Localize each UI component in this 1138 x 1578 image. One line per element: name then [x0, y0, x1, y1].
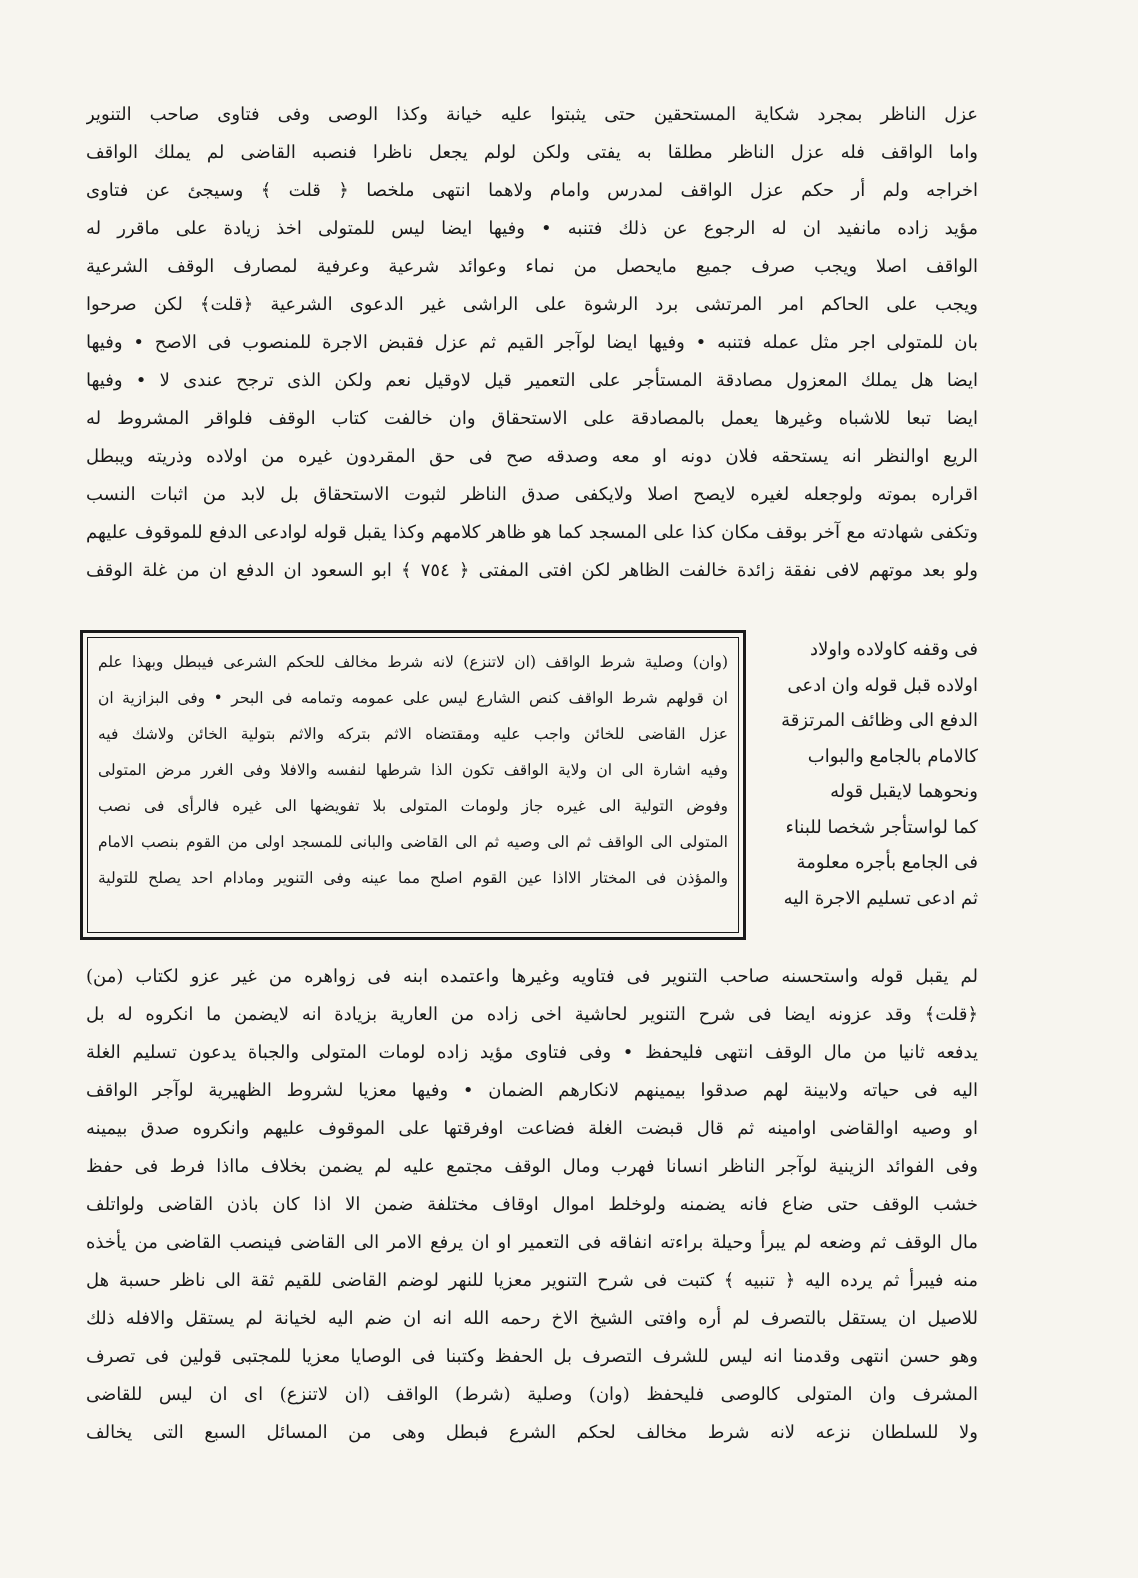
text-line: اخراجه ولم أر حكم عزل الواقف لمدرس وامام ولاهما انتهى ملخصا ﴿ قلت ﴾ وسيجئ عن فتاوى	[86, 180, 978, 201]
text-line: ولو بعد موتهم لافى نفقة زائدة خالفت الظاهر لكن افتى المفتى ﴿ ٧٥٤ ﴾ ابو السعود ان الدفع ان من غلة الوقف	[86, 560, 978, 581]
text-line: اقراره بموته ولوجعله لغيره لايصح اصلا ولايكفى صدق الناظر لثبوت الاستحقاق بل لابد من اثبات النسب	[86, 484, 978, 505]
side-text-line: كما لواستأجر شخصا للبناء	[785, 816, 978, 838]
text-line: لم يقبل قوله واستحسنه صاحب التنوير فى فتاويه وغيرها واعتمده ابنه فى زواهره من غير عزو لكتاب (من)	[86, 966, 978, 987]
gloss-frame	[80, 630, 746, 940]
side-text-line: فى الجامع بأجره معلومة	[796, 852, 978, 873]
gloss-line: والمؤذن فى المختار الااذا عين القوم اصلح مما عينه وفى التنوير ومادام احد يصلح للتولية	[98, 869, 728, 887]
gloss-line: عزل القاضى للخائن واجب عليه ومقتضاه الاثم بتركه والاثم بتولية الخائن ولاشك فيه	[98, 725, 728, 743]
text-line: واما الواقف فله عزل الناظر مطلقا به يفتى ولكن لولم يجعل ناظرا فنصبه القاضى لم يملك الواقف	[86, 142, 978, 163]
gloss-line: (وان) وصلية شرط الواقف (ان لاتنزع) لانه شرط مخالف للحكم الشرعى فيبطل وبهذا علم	[98, 653, 728, 671]
text-line: يدفعه ثانيا من مال الوقف انتهى فليحفظ • وفى فتاوى مؤيد زاده لومات المتولى والجباة يدعون تسليم الغلة	[86, 1042, 978, 1063]
gloss-line: وفيه اشارة الى ان ولاية الواقف تكون الذا شرطها لنفسه والافلا وفى الغرر مرض المتولى	[98, 761, 728, 779]
text-line: المشرف وان المتولى كالوصى فليحفظ (وان) وصلية (شرط) الواقف (ان لاتنزع) اى ان ليس للقاضى	[86, 1384, 978, 1405]
side-text-line: اولاده قبل قوله وان ادعى	[787, 674, 978, 696]
text-line: بان للمتولى اجر مثل عمله فتنبه • وفيها ايضا لوآجر القيم ثم عزل فقبض الاجرة للمنصوب فى الاصح • وفيها	[86, 332, 978, 353]
side-text-line: الدفع الى وظائف المرتزقة	[781, 710, 978, 731]
text-line: وفى الفوائد الزينية لوآجر الناظر انسانا فهرب ومال الوقف مجتمع عليه لم يضمن بخلاف مااذا فرط فى حفظ	[86, 1156, 978, 1177]
gloss-text	[87, 637, 739, 933]
text-line: اليه فى حياته ولابينة لهم صدقوا بيمينهم لانكارهم الضمان • وفيها معزيا لشروط الظهيرية لوآجر الواقف	[86, 1080, 978, 1101]
text-line: الريع اوالنظر انه يستحقه فلان دونه او معه وصدقه صح فى حق المقردون غيره من اولاده وذريته ويبطل	[86, 446, 978, 467]
text-line: او وصيه اوالقاضى اوامينه ثم قال قبضت الغلة فضاعت اوفرقتها على الموقوف عليهم وانكروه صدق بيمينه	[86, 1118, 978, 1139]
text-line: ويجب على الحاكم امر المرتشى برد الرشوة على الراشى غير الدعوى الشرعية ﴿قلت﴾ لكن صرحوا	[86, 294, 978, 315]
text-line: ﴿قلت﴾ وقد عزونه ايضا فى شرح التنوير لحاشية اخى زاده من العارية بزيادة انه لايضمن ما انكروه له بل	[86, 1004, 978, 1025]
side-text-line: كالامام بالجامع والبواب	[807, 745, 978, 767]
gloss-line: المتولى الى الواقف ثم الى وصيه ثم الى القاضى والبانى للمسجد اولى من القوم بنصب الامام	[98, 833, 728, 851]
main-text-top	[86, 96, 978, 590]
text-line: وتكفى شهادته مع آخر بوقف مكان كذا على المسجد كما هو ظاهر كلامهم وكذا يقبل قوله لوادعى الدفع للموقوف عليهم	[86, 522, 978, 543]
text-line: ولا للسلطان نزعه لانه شرط مخالف لحكم الشرع فبطل وهى من المسائل السبع التى يخالف	[86, 1422, 978, 1443]
side-text-line: ونحوهما لايقبل قوله	[830, 781, 978, 802]
text-line: ايضا هل يملك المعزول مصادقة المستأجر على التعمير قيل لاوقيل نعم ولكن الذى ترجح عندى لا • وفيها	[86, 370, 978, 391]
gloss-line: وفوض التولية الى غيره جاز ولومات المتولى بلا تفويضها الى غيره فالرأى فى نصب	[98, 797, 728, 815]
text-line: خشب الوقف حتى ضاع فانه يضمنه ولوخلط اموال اوقاف مختلفة ضمن الا اذا كان باذن القاضى ولواتلف	[86, 1194, 978, 1215]
main-text-bottom	[86, 958, 978, 1452]
text-line: للاصيل ان يستقل بالتصرف لم أره وافتى الشيخ الاخ رحمه الله انه ان ضم اليه لخيانة لم يستقل والافله ذلك	[86, 1308, 978, 1329]
side-text-line: ثم ادعى تسليم الاجرة اليه	[783, 887, 978, 909]
side-text-line: فى وقفه كاولاده واولاد	[810, 639, 978, 660]
text-line: ايضا تبعا للاشباه وغيرها يعمل بالمصادقة على الاستحقاق وان خالفت كتاب الوقف فلواقر المشروط له	[86, 408, 978, 429]
text-line: مؤيد زاده مانفيد ان له الرجوع عن ذلك فتنبه • وفيها ايضا ليس للمتولى اخذ زيادة على ماقرر له	[86, 218, 978, 239]
text-line: مال الوقف ثم وضعه لم يبرأ وحيلة براءته انفاقه فى التعمير او ان يرفع الامر الى القاضى فينصب القاضى من يأخذه	[86, 1232, 978, 1253]
gloss-line: ان قولهم شرط الواقف كنص الشارع ليس على عمومه وتمامه فى البحر • وفى البزازية ان	[98, 689, 728, 707]
text-line: عزل الناظر بمجرد شكاية المستحقين حتى يثبتوا عليه خيانة وكذا الوصى وفى فتاوى صاحب التنوير	[86, 104, 978, 125]
text-line: وهو حسن انتهى وقدمنا انه ليس للشرف التصرف بل الحفظ وكتبنا فى الوصايا معزيا للمجتبى قولين فى تصرف	[86, 1346, 978, 1367]
side-column-text	[760, 632, 978, 916]
text-line: منه فيبرأ ثم يرده اليه ﴿ تنبيه ﴾ كتبت فى شرح التنوير معزيا للنهر لوضم القاضى للقيم ثقة الى ناظر حسبة هل	[86, 1270, 978, 1291]
text-line: الواقف اصلا ويجب صرف جميع مايحصل من نماء وعوائد شرعية وعرفية لمصارف الوقف الشرعية	[86, 256, 978, 277]
